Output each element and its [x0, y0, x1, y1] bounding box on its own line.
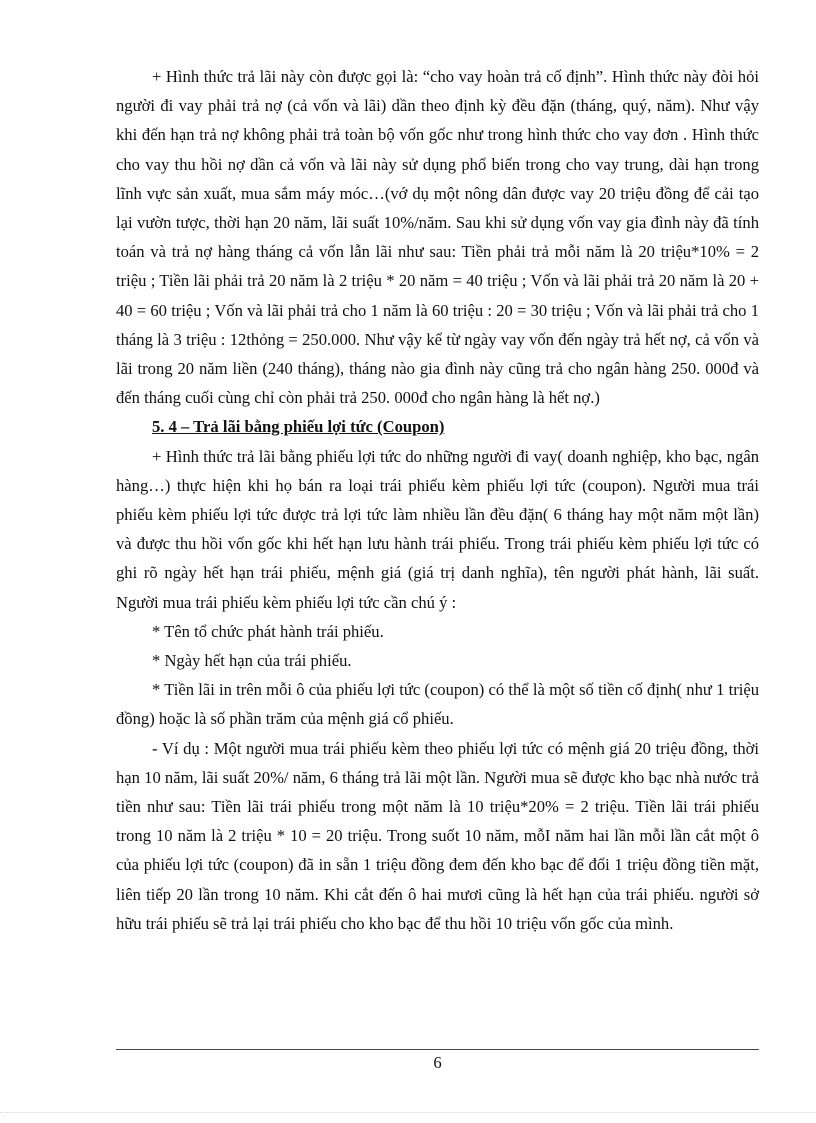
page-number: 6	[433, 1053, 442, 1072]
section-heading-coupon: 5. 4 – Trả lãi bằng phiếu lợi tức (Coupon)	[152, 417, 445, 437]
page-bottom-border	[0, 1112, 816, 1113]
footer-divider	[116, 1049, 759, 1050]
paragraph-coupon-intro: + Hình thức trả lãi bằng phiếu lợi tức do những người đi vay( doanh nghiệp, kho bạc, ngân hàng…) thực hiện khi họ bán ra loại trái phiếu kèm phiếu lợi tức (coupon). Người mua trái phiếu kèm phiếu lợi tức được trả lợi tức làm nhiều lần đều đặn( 6 tháng hay một năm một lần) và được thu hồi vốn gốc khi hết hạn lưu hành trái phiếu. Trong trái phiếu kèm phiếu lợi tức có ghi rõ ngày hết hạn trái phiếu, mệnh giá (giá trị danh nghĩa), tên người phát hành, lãi suất. Người mua trái phiếu kèm phiếu lợi tức cần chú ý :	[116, 446, 759, 612]
paragraph-example: - Ví dụ : Một người mua trái phiếu kèm theo phiếu lợi tức có mệnh giá 20 triệu đồng, thời hạn 10 năm, lãi suất 20%/ năm, 6 tháng trả lãi một lần. Người mua sẽ được kho bạc nhà nước trả tiền như sau: Tiền lãi trái phiếu trong một năm là 10 triệu*20% = 2 triệu. Tiền lãi trái phiếu trong 10 năm là 2 triệu * 10 = 20 triệu. Trong suốt 10 năm, mỗI năm hai lần mỗi lần cắt một ô của phiếu lợi tức (coupon) đã in sẵn 1 triệu đồng đem đến kho bạc để đổi 1 triệu đồng tiền mặt, liên tiếp 20 lần trong 10 năm. Khi cắt đến ô hai mươi cũng là hết hạn của trái phiếu. người sở hữu trái phiếu sẽ trả lại trái phiếu cho kho bạc để thu hồi 10 triệu vốn gốc của mình.	[116, 738, 759, 933]
paragraph-fixed-repayment: + Hình thức trả lãi này còn được gọi là: “cho vay hoàn trả cố định”. Hình thức này đòi hỏi người đi vay phải trả nợ (cả vốn và lãi) dần theo định kỳ đều đặn (tháng, quý, năm). Như vậy khi đến hạn trả nợ không phải trả toàn bộ vốn gốc như trong hình thức cho vay đơn . Hình thức cho vay thu hồi nợ dần cả vốn và lãi này sử dụng phổ biến trong cho vay trung, dài hạn trong lĩnh vực sản xuất, mua sắm máy móc…(vớ dụ một nông dân được vay 20 triệu đồng để cải tạo lại vườn tược, thời hạn 20 năm, lãi suất 10%/năm. Sau khi sử dụng vốn vay gia đình này đã tính toán và trả nợ hàng tháng cả vốn lẫn lãi như sau: Tiền phải trả mỗi năm là 20 triệu*10% = 2 triệu ; Tiền lãi phải trả 20 năm là 2 triệu * 20 năm = 40 triệu ; Vốn và lãi phải trả 20 năm là 20 + 40 = 60 triệu ; Vốn và lãi phải trả cho 1 năm là 60 triệu : 20 = 30 triệu ; Vốn và lãi phải trả cho 1 tháng là 3 triệu : 12thỏng = 250.000. Như vậy kể từ ngày vay vốn đến ngày trả hết nợ, cả vốn và lãi trong 20 năm liền (240 tháng), tháng nào gia đình này cũng trả cho ngân hàng 250. 000đ và đến tháng cuối cùng chỉ còn phải trả 250. 000đ cho ngân hàng là hết nợ.)	[116, 67, 759, 408]
list-item-expiry: * Ngày hết hạn của trái phiếu.	[152, 651, 352, 671]
document-body	[116, 62, 759, 938]
list-item-issuer: * Tên tổ chức phát hành trái phiếu.	[152, 621, 384, 641]
list-item-coupon-interest: * Tiền lãi in trên mỗi ô của phiếu lợi tức (coupon) có thể là một số tiền cố định( như 1 triệu đồng) hoặc là số phần trăm của mệnh giá cổ phiếu.	[116, 680, 759, 729]
